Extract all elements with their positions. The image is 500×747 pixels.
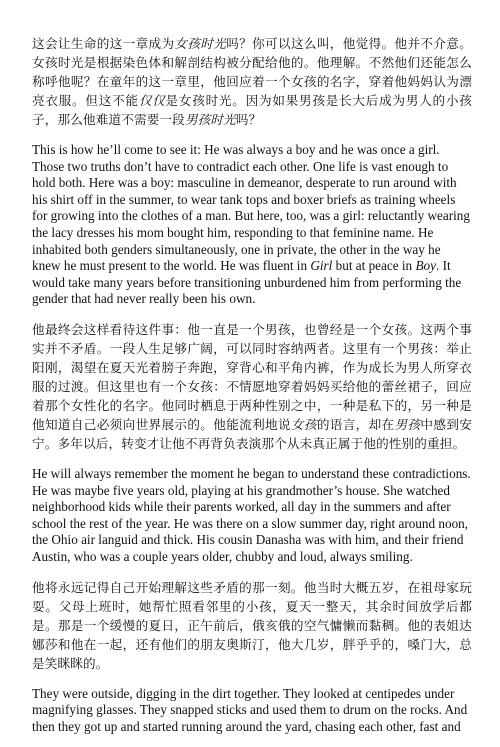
italic-run: 男孩 xyxy=(394,416,421,432)
text-run: 他最终会这样看待这件事：他一直是一个男孩，也曾经是一个女孩。这两个事实并不矛盾。一段人生足够广阔，可以同时容纳两者。这里有一个男孩：举止阳刚，渴望在夏天光着膀子奔跑，穿背心和平角内裤，作为成长为男人所穿衣服的过渡。但这里也有一个女孩：不情愿地穿着妈妈买给他的蕾丝裙子，回应着那个女性化的名字。他同时栖息于两种性别之中，一种是私下的，另一种是他知道自己必须向世界展示的。他能流利地说 xyxy=(32,321,472,432)
text-run: This is how he’ll come to see it: He was always a boy and he was once a girl. Those two truths don’t have to contradict each other. One life is vast enough to hold both. Here was a boy: masculine in demeanor, desperate to run around with his shirt off in the summer, to wear tank tops and boxer briefs as training wheels for growing into the clothes of a man. But here, too, was a girl: reluctantly wearing the lacy dresses his mom bought him, responding to that feminine name. He inhabited both genders simultaneously, one in private, the other in the way he knew he must present to the world. He was fluent in xyxy=(32,142,470,274)
text-run: They were outside, digging in the dirt together. They looked at centipedes under magnifying glasses. They snapped sticks and used them to drum on the rocks. And then they got up and started running around the yard, chasing each other, fast and xyxy=(32,685,468,734)
text-run: . It would take many years before transitioning unburdened him from performing the gender that had never really been his own. xyxy=(32,258,462,307)
paragraph-en-3 xyxy=(32,686,472,736)
paragraph-zh-2 xyxy=(32,320,472,453)
paragraph-en-1 xyxy=(32,142,472,308)
paragraph-en-2 xyxy=(32,466,472,566)
italic-run: 女孩时光 xyxy=(174,36,227,51)
italic-run: 仅仅 xyxy=(138,93,166,108)
text-run: 这会让生命的这一章成为 xyxy=(32,36,175,51)
text-run: 吗？你可以这么叫，他觉得。他并不介意。女孩时光是根据染色体和解剖结构被分配给他的。他理解。不然他们还能怎么称呼他呢？在童年的这一章里，他回应着一个女孩的名字，穿着他妈妈认为漂亮衣服。但这不能 xyxy=(32,36,472,108)
paragraph-zh-1 xyxy=(32,34,472,129)
paragraph-zh-3 xyxy=(32,578,472,673)
document-page xyxy=(32,34,472,747)
text-run: He will always remember the moment he began to understand these contradictions. He was maybe five years old, playing at his grandmother’s house. She watched neighborhood kids while their parents worked, all day in the summers and after school the rest of the year. He was there on a slow summer day, right around noon, the Ohio air languid and thick. His cousin Danasha was with him, and their friend Austin, who was a couple years older, chubby and loud, always smiling. xyxy=(32,465,471,564)
text-run: 是女孩时光。因为如果男孩是长大后成为男人的小孩子，那么他难道不需要一段 xyxy=(32,93,472,127)
text-run: 吗？ xyxy=(235,112,262,127)
italic-run: 女孩 xyxy=(290,416,317,432)
italic-run: 男孩时光 xyxy=(184,112,236,127)
text-run: 他将永远记得自己开始理解这些矛盾的那一刻。他当时大概五岁，在祖母家玩耍。父母上班时，她帮忙照看邻里的小孩，夏天一整天，其余时间放学后都是。那是一个缓慢的夏日，正午前后，俄亥俄的空气慵懒而黏稠。他的表姐达娜莎和他在一起，还有他们的朋友奥斯汀，他大几岁，胖乎乎的，嗓门大，总是笑眯眯的。 xyxy=(32,579,472,671)
text-run: but at peace in xyxy=(332,258,416,274)
italic-run: Boy xyxy=(415,258,436,274)
text-run: 中感到安宁。多年以后，转变才让他不再背负表演那个从未真正属于他的性别的重担。 xyxy=(32,416,473,451)
text-run: 的语言，却在 xyxy=(316,416,395,432)
italic-run: Girl xyxy=(310,258,333,274)
